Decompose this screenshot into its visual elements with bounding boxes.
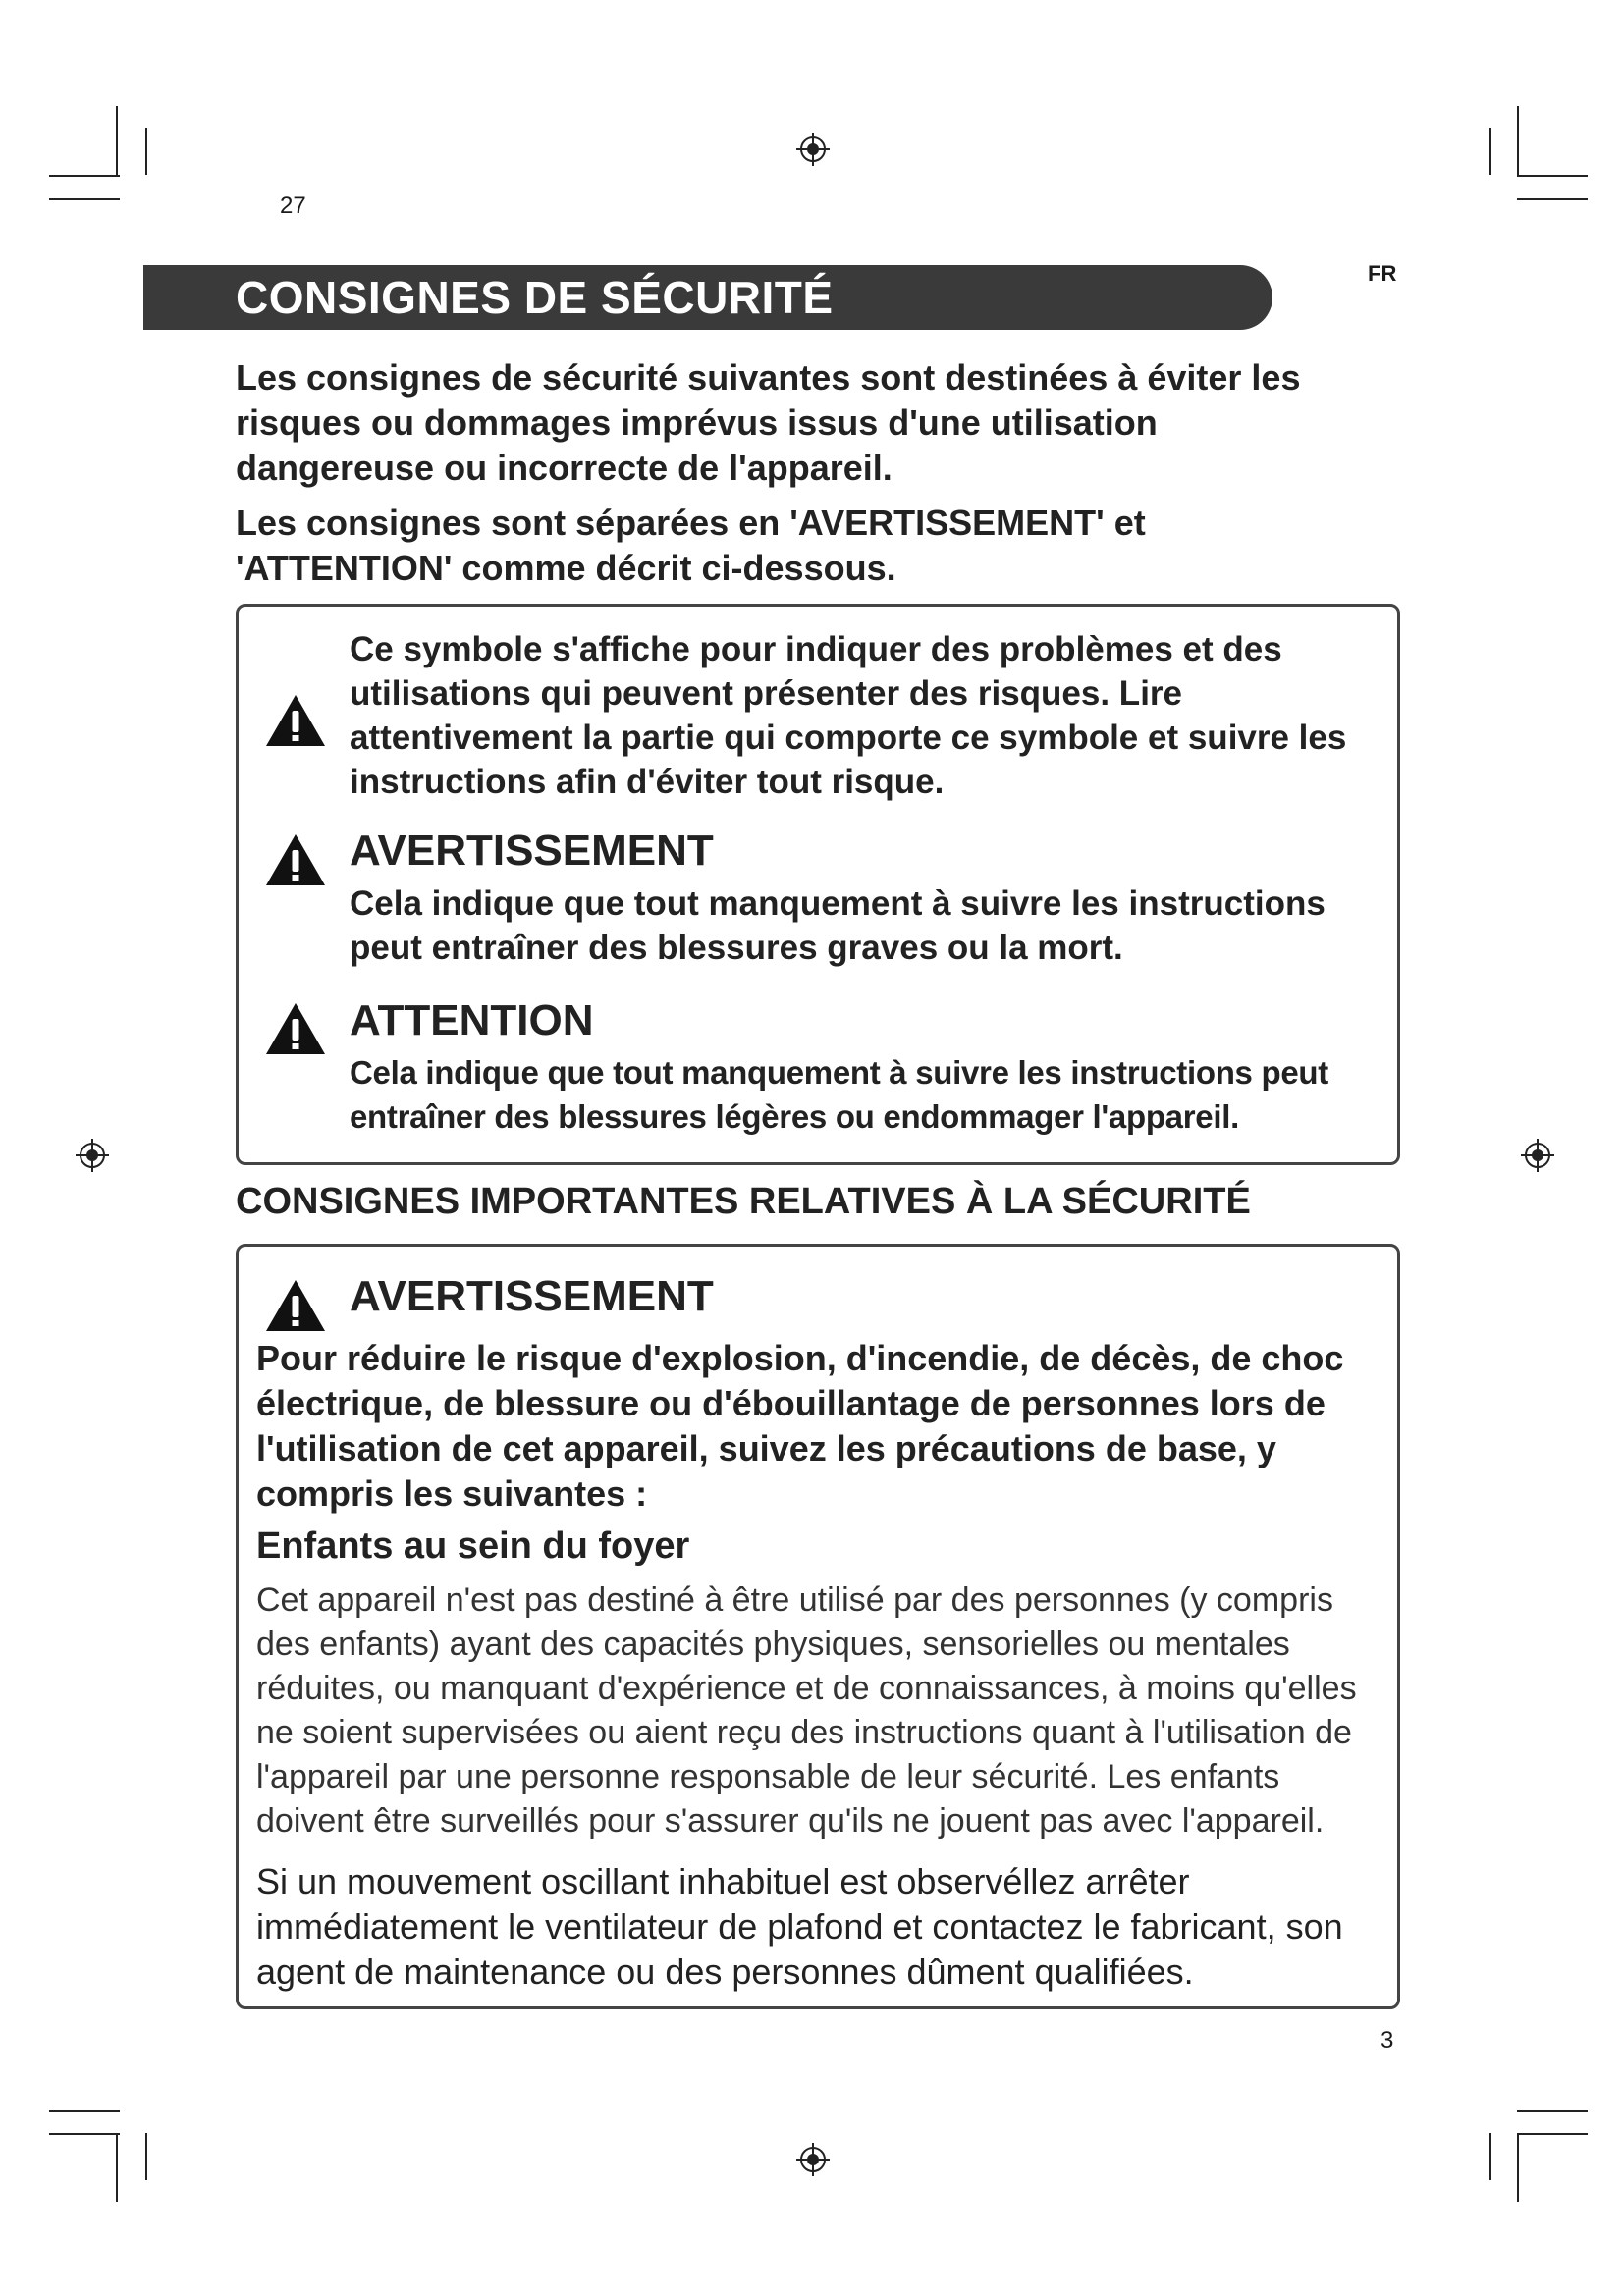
children-subheading: Enfants au sein du foyer xyxy=(256,1525,690,1567)
important-lead-text: Pour réduire le risque d'explosion, d'incendie, de décès, de choc électrique, de blessure ou d'ébouillantage de personnes lors de l'utilisation de cet appareil, suivez les précautions de base, y compris les suivantes : xyxy=(256,1338,1344,1514)
registration-mark-icon xyxy=(796,133,830,166)
crop-mark xyxy=(49,2133,120,2135)
children-text: Cet appareil n'est pas destiné à être utilisé par des personnes (y compris des enfants) ayant des capacités physiques, sensorielles ou mentales réduites, ou manquant d'expérience et de connaissances, à moins qu'elles ne soient supervisées ou aient reçu des instructions quant à l'utilisation de l'appareil par une personne responsable de leur sécurité. Les enfants doivent être surveillés pour s'assurer qu'ils ne jouent pas avec l'appareil. xyxy=(256,1581,1357,1840)
legend-box xyxy=(236,604,1400,1165)
crop-mark xyxy=(1517,2133,1519,2202)
important-warning-heading: AVERTISSEMENT xyxy=(350,1272,714,1320)
crop-mark xyxy=(1517,2110,1588,2112)
caution-description: Cela indique que tout manquement à suivre les instructions peut entraîner des blessures légères ou endommager l'appareil. xyxy=(350,1054,1328,1135)
caution-heading: ATTENTION xyxy=(350,996,594,1044)
crop-mark xyxy=(49,198,120,200)
crop-mark xyxy=(145,2133,147,2180)
crop-mark xyxy=(116,106,118,175)
registration-mark-icon xyxy=(796,2143,830,2176)
crop-mark xyxy=(1517,175,1588,177)
warning-triangle-icon xyxy=(264,832,327,887)
oscillation-text: Si un mouvement oscillant inhabituel est observéllez arrêter immédiatement le ventilateur de plafond et contactez le fabricant, son agent de maintenance ou des personnes dûment qualifiées. xyxy=(256,1861,1343,1992)
important-warning-box xyxy=(236,1244,1400,2009)
warning-triangle-icon xyxy=(264,693,327,748)
warning-triangle-icon xyxy=(264,1278,327,1333)
crop-mark xyxy=(1517,198,1588,200)
crop-mark xyxy=(49,175,120,177)
crop-mark xyxy=(1489,2133,1491,2180)
registration-mark-icon xyxy=(76,1139,109,1172)
crop-mark xyxy=(1489,128,1491,175)
warning-triangle-icon xyxy=(264,1001,327,1056)
intro-paragraph-1: Les consignes de sécurité suivantes sont destinées à éviter les risques ou dommages imprévus issus d'une utilisation dangereuse ou incorrecte de l'appareil. xyxy=(236,357,1301,488)
warning-heading: AVERTISSEMENT xyxy=(350,827,714,875)
language-tag: FR xyxy=(1368,261,1397,286)
crop-mark xyxy=(1517,2133,1588,2135)
crop-mark xyxy=(1517,106,1519,175)
warning-description: Cela indique que tout manquement à suivre les instructions peut entraîner des blessures graves ou la mort. xyxy=(350,884,1326,967)
section-title: CONSIGNES IMPORTANTES RELATIVES À LA SÉCURITÉ xyxy=(236,1181,1251,1222)
page-number-bottom: 3 xyxy=(1380,2027,1394,2054)
page-title: CONSIGNES DE SÉCURITÉ xyxy=(236,272,834,323)
registration-mark-icon xyxy=(1521,1139,1554,1172)
symbol-description: Ce symbole s'affiche pour indiquer des problèmes et des utilisations qui peuvent présenter des risques. Lire attentivement la partie qui comporte ce symbole et suivre les instructions afin d'éviter tout risque. xyxy=(350,630,1347,801)
crop-mark xyxy=(116,2133,118,2202)
crop-mark xyxy=(49,2110,120,2112)
crop-mark xyxy=(145,128,147,175)
intro-paragraph-2: Les consignes sont séparées en 'AVERTISSEMENT' et 'ATTENTION' comme décrit ci-dessous. xyxy=(236,503,1146,588)
page-number-top: 27 xyxy=(280,192,306,219)
